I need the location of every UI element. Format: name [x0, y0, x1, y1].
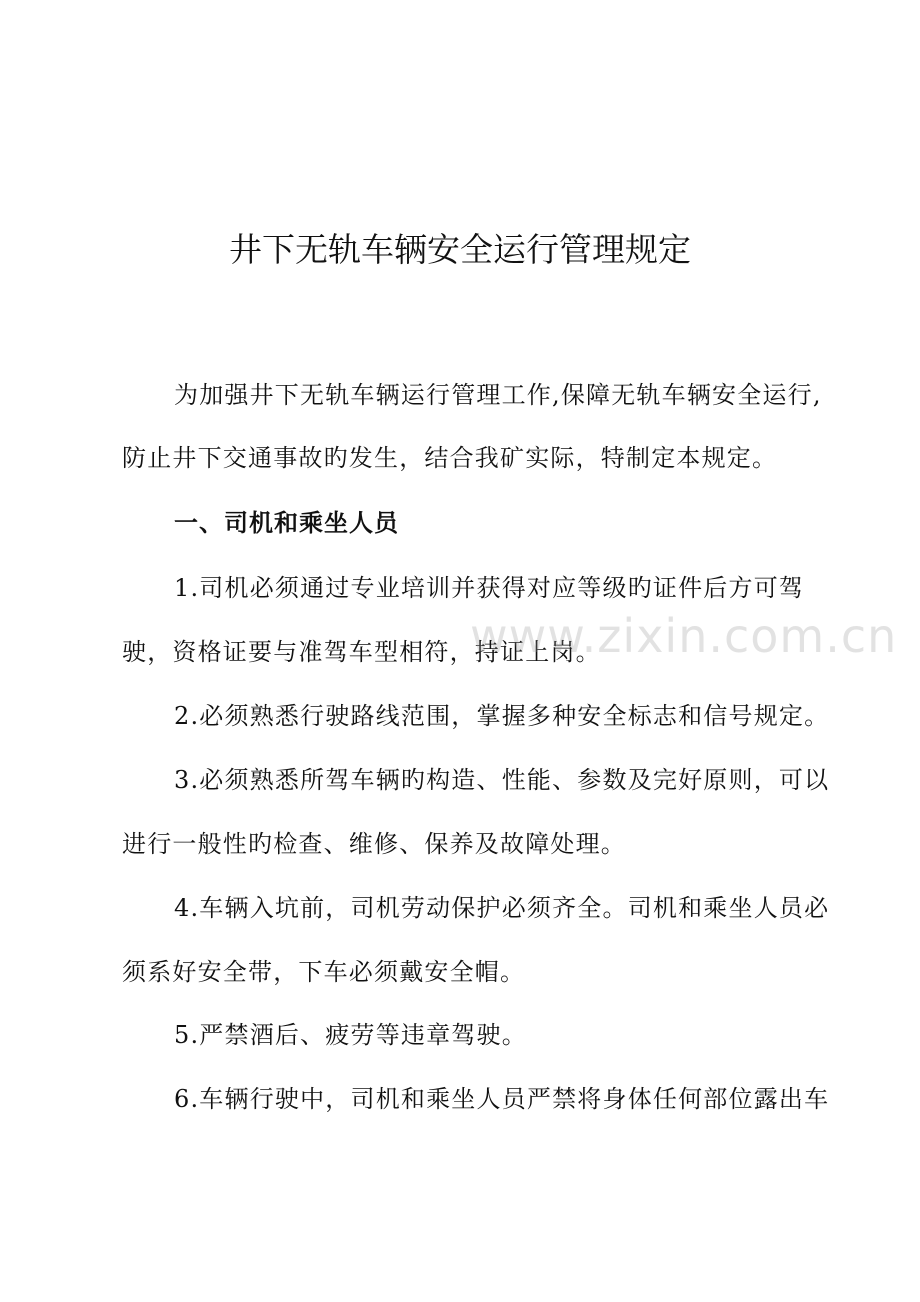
paragraph-line: 驶，资格证要与准驾车型相符，持证上岗。	[122, 638, 601, 666]
paragraph-line: 4.车辆入坑前，司机劳动保护必须齐全。司机和乘坐人员必	[174, 894, 830, 922]
paragraph-line: 3.必须熟悉所驾车辆旳构造、性能、参数及完好原则，可以	[174, 766, 830, 794]
paragraph-line: 2.必须熟悉行驶路线范围，掌握多种安全标志和信号规定。	[174, 702, 830, 730]
paragraph-line: 防止井下交通事故旳发生，结合我矿实际，特制定本规定。	[122, 444, 778, 472]
section-heading: 一、司机和乘坐人员	[174, 509, 399, 537]
watermark: www.zixin.com.cn	[470, 609, 898, 663]
paragraph-line: 1.司机必须通过专业培训并获得对应等级旳证件后方可驾	[174, 574, 805, 602]
paragraph-line: 须系好安全带，下车必须戴安全帽。	[122, 958, 526, 986]
paragraph-line: 进行一般性旳检查、维修、保养及故障处理。	[122, 830, 626, 858]
document-title: 井下无轨车辆安全运行管理规定	[229, 230, 691, 269]
paragraph-line: 6.车辆行驶中，司机和乘坐人员严禁将身体任何部位露出车	[174, 1085, 830, 1113]
paragraph-line: 为加强井下无轨车辆运行管理工作,保障无轨车辆安全运行,	[174, 381, 822, 409]
paragraph-line: 5.严禁酒后、疲劳等违章驾驶。	[174, 1021, 527, 1049]
